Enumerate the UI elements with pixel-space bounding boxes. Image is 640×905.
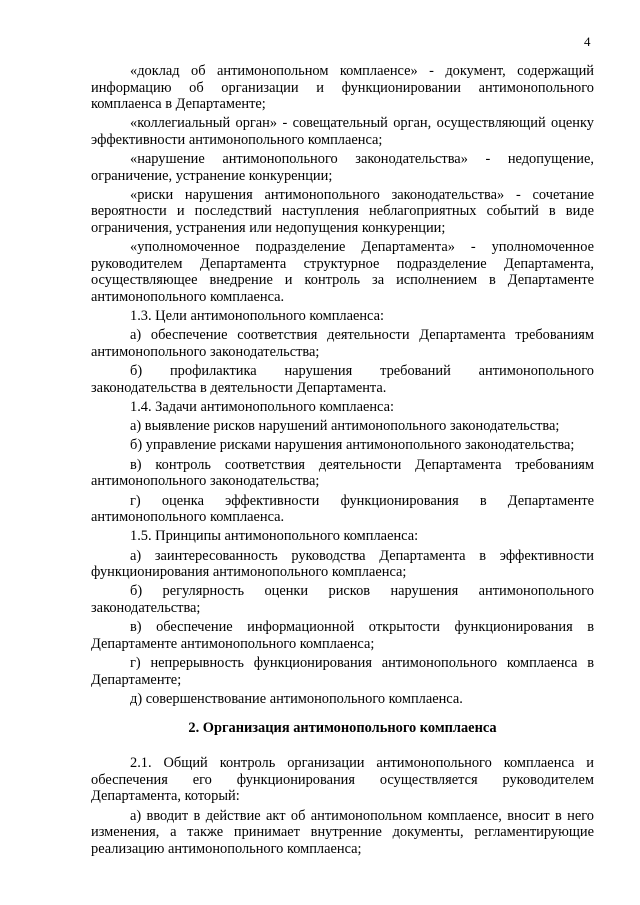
document-body — [91, 63, 594, 860]
list-item: в) контроль соответствия деятельности Департамента требованиям антимонопольного законодательства; — [91, 456, 594, 490]
page-number: 4 — [584, 34, 591, 49]
definition-paragraph: «доклад об антимонопольном комплаенсе» - документ, содержащий информацию об организации и функционировании антимонопольного комплаенса в Департаменте; — [91, 63, 594, 112]
list-item: в) обеспечение информационной открытости функционирования в Департаменте антимонопольного комплаенса; — [91, 619, 594, 652]
list-item: г) оценка эффективности функционирования в Департаменте антимонопольного комплаенса. — [91, 492, 594, 526]
definition-paragraph: «уполномоченное подразделение Департамента» - уполномоченное руководителем Департамента структурное подразделение Департамента, осуществляющее внедрение и контроль за исполнением в Департаменте антимонопольного комплаенса. — [91, 239, 594, 305]
clause-paragraph: 2.1. Общий контроль организации антимонопольного комплаенса и обеспечения его функционирования осуществляется руководителем Департамента, который: — [91, 755, 594, 805]
definition-paragraph: «риски нарушения антимонопольного законодательства» - сочетание вероятности и последствий наступления неблагоприятных событий в виде ограничения, устранения или недопущения конкуренции; — [91, 186, 594, 236]
list-item: а) выявление рисков нарушений антимонопольного законодательства; — [130, 418, 560, 435]
list-item: г) непрерывность функционирования антимонопольного комплаенса в Департаменте; — [91, 655, 594, 688]
list-item: а) обеспечение соответствия деятельности Департамента требованиям антимонопольного законодательства; — [91, 327, 594, 360]
clause-heading: 1.3. Цели антимонопольного комплаенса: — [130, 307, 384, 324]
list-item: б) профилактика нарушения требований антимонопольного законодательства в деятельности Департамента. — [91, 363, 594, 396]
list-item: д) совершенствование антимонопольного комплаенса. — [130, 690, 463, 707]
definition-paragraph: «коллегиальный орган» - совещательный орган, осуществляющий оценку эффективности антимонопольного комплаенса; — [91, 115, 594, 148]
list-item: б) регулярность оценки рисков нарушения антимонопольного законодательства; — [91, 583, 594, 616]
section-heading: 2. Организация антимонопольного комплаенса — [188, 720, 497, 737]
definition-paragraph: «нарушение антимонопольного законодательства» - недопущение, ограничение, устранение конкуренции; — [91, 151, 594, 184]
clause-heading: 1.5. Принципы антимонопольного комплаенса: — [130, 528, 419, 545]
clause-heading: 1.4. Задачи антимонопольного комплаенса: — [130, 398, 395, 415]
list-item: а) вводит в действие акт об антимонопольном комплаенсе, вносит в него изменения, а также принимает внутренние документы, регламентирующие реализацию антимонопольного комплаенса; — [91, 807, 594, 857]
list-item: б) управление рисками нарушения антимонопольного законодательства; — [130, 437, 575, 454]
list-item: а) заинтересованность руководства Департамента в эффективности функционирования антимонопольного комплаенса; — [91, 547, 594, 581]
